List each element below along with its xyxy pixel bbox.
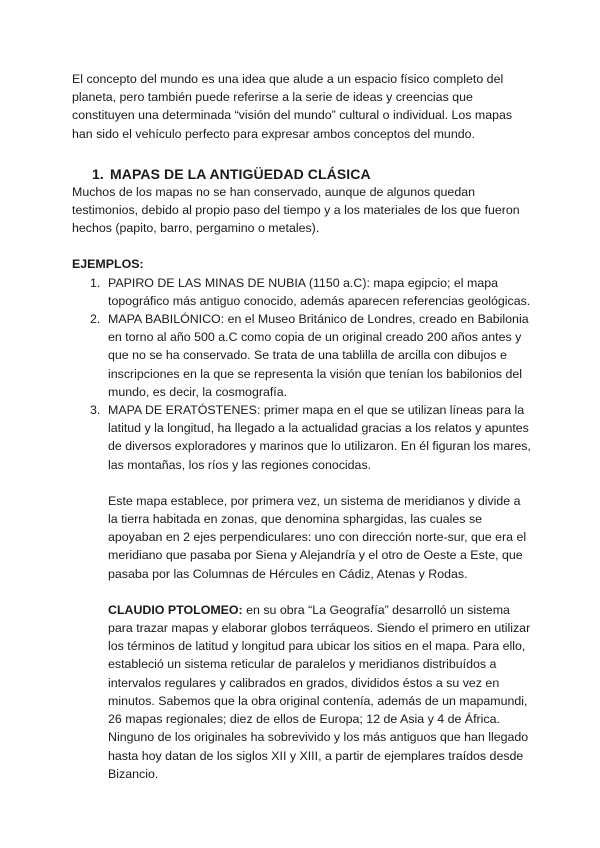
list-marker: 2.: [90, 312, 101, 327]
list-item: [72, 274, 532, 310]
section-heading: [92, 165, 532, 183]
list-marker: 3.: [90, 403, 101, 418]
ptolomeo-paragraph: [108, 601, 532, 783]
list-marker: 1.: [90, 275, 101, 290]
list-item-text: MAPA DE ERATÓSTENES: primer mapa en el que se utilizan líneas para la latitud y la longitud, ha llegado a la actualidad gracias a los relatos y apuntes de diversos exploradores y marinos que lo utilizaron. En él figuran los mares, las montañas, los ríos y las regiones conocidas.: [108, 403, 531, 472]
ptolomeo-name: CLAUDIO PTOLOMEO:: [108, 602, 243, 617]
section-number: 1.: [92, 165, 104, 182]
eratostenes-extra-paragraph: Este mapa establece, por primera vez, un sistema de meridianos y divide a la tierra habitada en zonas, que denomina sphargidas, las cuales se apoyaban en 2 ejes perpendiculares: uno con dirección norte-sur, que era el meridiano que pasaba por Siena y Alejandría y el otro de Oeste a Este, que pasaba por las Columnas de Hércules en Cádiz, Atenas y Rodas.: [108, 493, 527, 581]
list-item: [72, 310, 532, 401]
section-title: MAPAS DE LA ANTIGÜEDAD CLÁSICA: [110, 165, 371, 182]
examples-label: EJEMPLOS:: [72, 257, 144, 272]
list-item: [72, 401, 532, 474]
intro-paragraph: El concepto del mundo es una idea que alude a un espacio físico completo del planeta, pero también puede referirse a la serie de ideas y creencias que constituyen una determinada “visión del mundo” cultural o individual. Los mapas han sido el vehículo perfecto para expresar ambos conceptos del mundo.: [72, 72, 513, 141]
ptolomeo-text: en su obra “La Geografía” desarrolló un sistema para trazar mapas y elaborar globos terráqueos. Siendo el primero en utilizar los términos de latitud y longitud para ubicar los sitios en el mapa. Para ello, estableció un sistema reticular de paralelos y meridianos distribuídos a intervalos regulares y calibrados en grados, divididos éstos a su vez en minutos. Sabemos que la obra original contenía, además de un mapamundi, 26 mapas regionales; diez de ellos de Europa; 12 de Asia y 4 de África. Ninguno de los originales ha sobrevivido y los más antiguos que han llegado hasta hoy datan de los siglos XII y XIII, a partir de ejemplares traídos desde Bizancio.: [108, 602, 531, 781]
list-item-text: MAPA BABILÓNICO: en el Museo Británico de Londres, creado en Babilonia en torno al año 500 a.C como copia de un original creado 200 años antes y que no se ha conservado. Se trata de una tablilla de arcilla con dibujos e inscripciones en la que se representa la visión que tenían los babilonios del mundo, es decir, la cosmografía.: [108, 312, 529, 399]
section-body: Muchos de los mapas no se han conservado, aunque de algunos quedan testimonios, debido al propio paso del tiempo y a los materiales de los que fueron hechos (papito, barro, pergamino o metales).: [72, 184, 520, 236]
document-page: [72, 70, 532, 783]
examples-list: [72, 274, 532, 474]
list-item-text: PAPIRO DE LAS MINAS DE NUBIA (1150 a.C): mapa egipcio; el mapa topográfico más antiguo conocido, además aparecen referencias geológicas.: [108, 275, 531, 308]
